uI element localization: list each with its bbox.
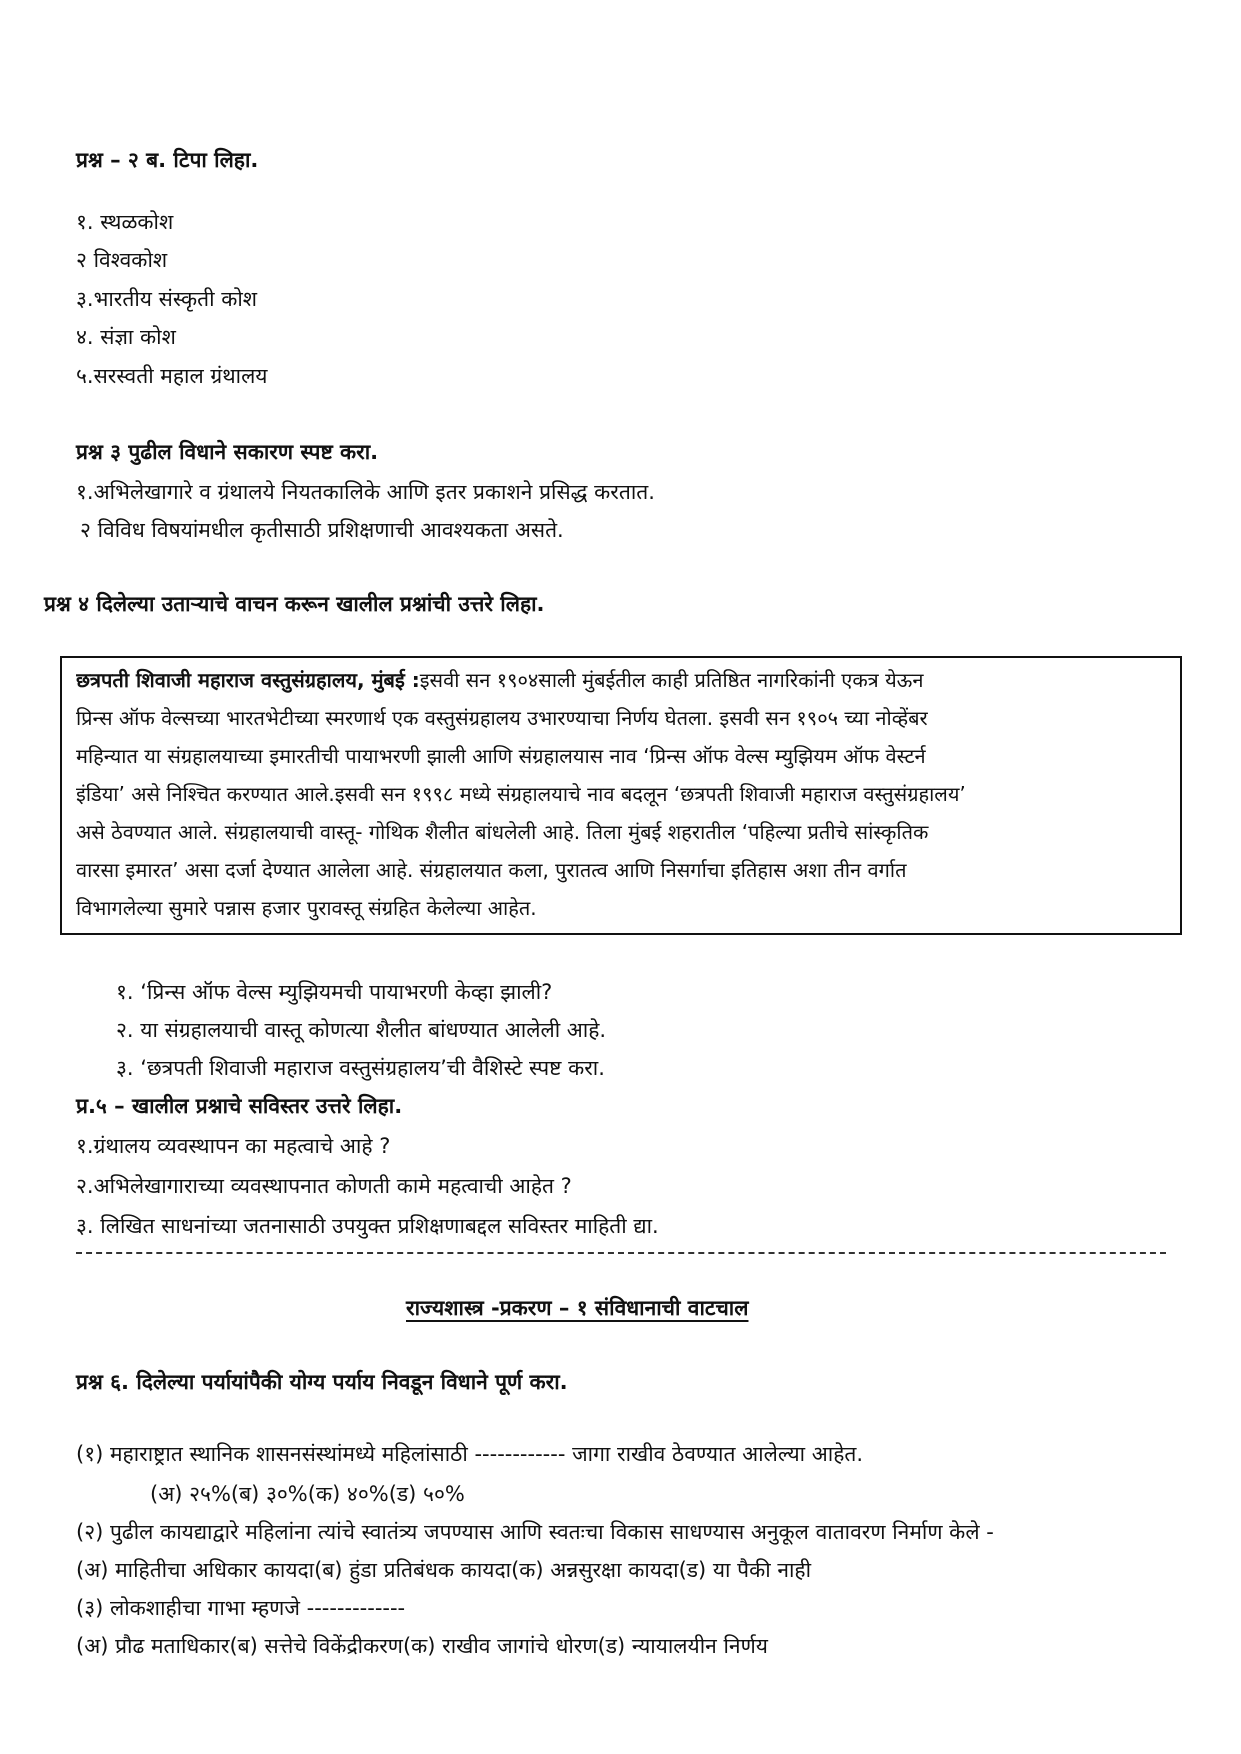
passage-line-6: वारसा इमारत’ असा दर्जा देण्यात आलेला आहे. संग्रहालयात कला, पुरातत्व आणि निसर्गाचा इतिहास अशा तीन वर्गात [76, 858, 907, 882]
section-divider [76, 1252, 1166, 1254]
passage-line-1-text: इसवी सन १९०४साली मुंबईतील काही प्रतिष्ठित नागरिकांनी एकत्र येऊन [419, 668, 924, 692]
q5-item-1: १.ग्रंथालय व्यवस्थापन का महत्वाचे आहे ? [76, 1134, 391, 1158]
passage-line-5: असे ठेवण्यात आले. संग्रहालयाची वास्तू- गोथिक शैलीत बांधलेली आहे. तिला मुंबई शहरातील ‘पहिल्या प्रतीचे सांस्कृतिक [76, 820, 929, 844]
q2b-item-4: ४. संज्ञा कोश [76, 325, 176, 349]
section-title: राज्यशास्त्र -प्रकरण – १ संविधानाची वाटचाल [406, 1296, 749, 1320]
passage-line-1 [76, 666, 1166, 694]
q6-line-1: (१) महाराष्ट्रात स्थानिक शासनसंस्थांमध्ये महिलांसाठी ------------ जागा राखीव ठेवण्यात आलेल्या आहेत. [76, 1442, 863, 1466]
q2b-item-2: २ विश्वकोश [76, 248, 168, 272]
q2b-item-1: १. स्थळकोश [76, 210, 174, 234]
passage-line-7: विभागलेल्या सुमारे पन्नास हजार पुरावस्तू संग्रहित केलेल्या आहेत. [76, 896, 537, 920]
q5-heading: प्र.५ – खालील प्रश्नाचे सविस्तर उत्तरे लिहा. [76, 1094, 403, 1118]
q4-heading: प्रश्न ४ दिलेल्या उताऱ्याचे वाचन करून खालील प्रश्नांची उत्तरे लिहा. [44, 592, 545, 616]
passage-line-2: प्रिन्स ऑफ वेल्सच्या भारतभेटीच्या स्मरणार्थ एक वस्तुसंग्रहालय उभारण्याचा निर्णय घेतला. इसवी सन १९०५ च्या नोव्हेंबर [76, 706, 928, 730]
q6-options-3: (अ) प्रौढ मताधिकार(ब) सत्तेचे विकेंद्रीकरण(क) राखीव जागांचे धोरण(ड) न्यायालयीन निर्णय [76, 1634, 768, 1658]
passage-line-3: महिन्यात या संग्रहालयाच्या इमारतीची पायाभरणी झाली आणि संग्रहालयास नाव ‘प्रिन्स ऑफ वेल्स म्युझियम ऑफ वेस्टर्न [76, 744, 926, 768]
q3-item-1: १.अभिलेखागारे व ग्रंथालये नियतकालिके आणि इतर प्रकाशने प्रसिद्ध करतात. [76, 480, 655, 504]
passage-title: छत्रपती शिवाजी महाराज वस्तुसंग्रहालय, मुंबई : [76, 668, 420, 692]
q4-question-3: ३. ‘छत्रपती शिवाजी महाराज वस्तुसंग्रहालय’ची वैशिस्टे स्पष्ट करा. [116, 1056, 605, 1080]
q5-item-2: २.अभिलेखागाराच्या व्यवस्थापनात कोणती कामे महत्वाची आहेत ? [76, 1174, 572, 1198]
q3-item-2: २ विविध विषयांमधील कृतीसाठी प्रशिक्षणाची आवश्यकता असते. [80, 518, 564, 542]
q5-item-3: ३. लिखित साधनांच्या जतनासाठी उपयुक्त प्रशिक्षणाबद्दल सविस्तर माहिती द्या. [76, 1214, 659, 1238]
q2b-item-5: ५.सरस्वती महाल ग्रंथालय [76, 364, 268, 388]
q6-line-3: (३) लोकशाहीचा गाभा म्हणजे ------------- [76, 1596, 406, 1620]
passage-line-4: इंडिया’ असे निश्चित करण्यात आले.इसवी सन १९९८ मध्ये संग्रहालयाचे नाव बदलून ‘छत्रपती शिवाजी महाराज वस्तुसंग्रहालय’ [76, 782, 966, 806]
q4-question-1: १. ‘प्रिन्स ऑफ वेल्स म्युझियमची पायाभरणी केव्हा झाली? [116, 980, 553, 1004]
q6-heading: प्रश्न ६. दिलेल्या पर्यायांपैकी योग्य पर्याय निवडून विधाने पूर्ण करा. [76, 1370, 568, 1394]
passage-box [60, 656, 1182, 935]
q4-question-2: २. या संग्रहालयाची वास्तू कोणत्या शैलीत बांधण्यात आलेली आहे. [116, 1018, 607, 1042]
q2b-heading: प्रश्न – २ ब. टिपा लिहा. [76, 148, 259, 172]
q2b-item-3: ३.भारतीय संस्कृती कोश [76, 287, 258, 311]
q6-options-1: (अ) २५%(ब) ३०%(क) ४०%(ड) ५०% [150, 1482, 465, 1506]
q6-options-2: (अ) माहितीचा अधिकार कायदा(ब) हुंडा प्रतिबंधक कायदा(क) अन्नसुरक्षा कायदा(ड) या पैकी नाही [76, 1558, 812, 1582]
q3-heading: प्रश्न ३ पुढील विधाने सकारण स्पष्ट करा. [76, 440, 379, 464]
q6-line-2: (२) पुढील कायद्याद्वारे महिलांना त्यांचे स्वातंत्र्य जपण्यास आणि स्वतःचा विकास साधण्यास अनुकूल वातावरण निर्माण केले - [76, 1520, 994, 1544]
